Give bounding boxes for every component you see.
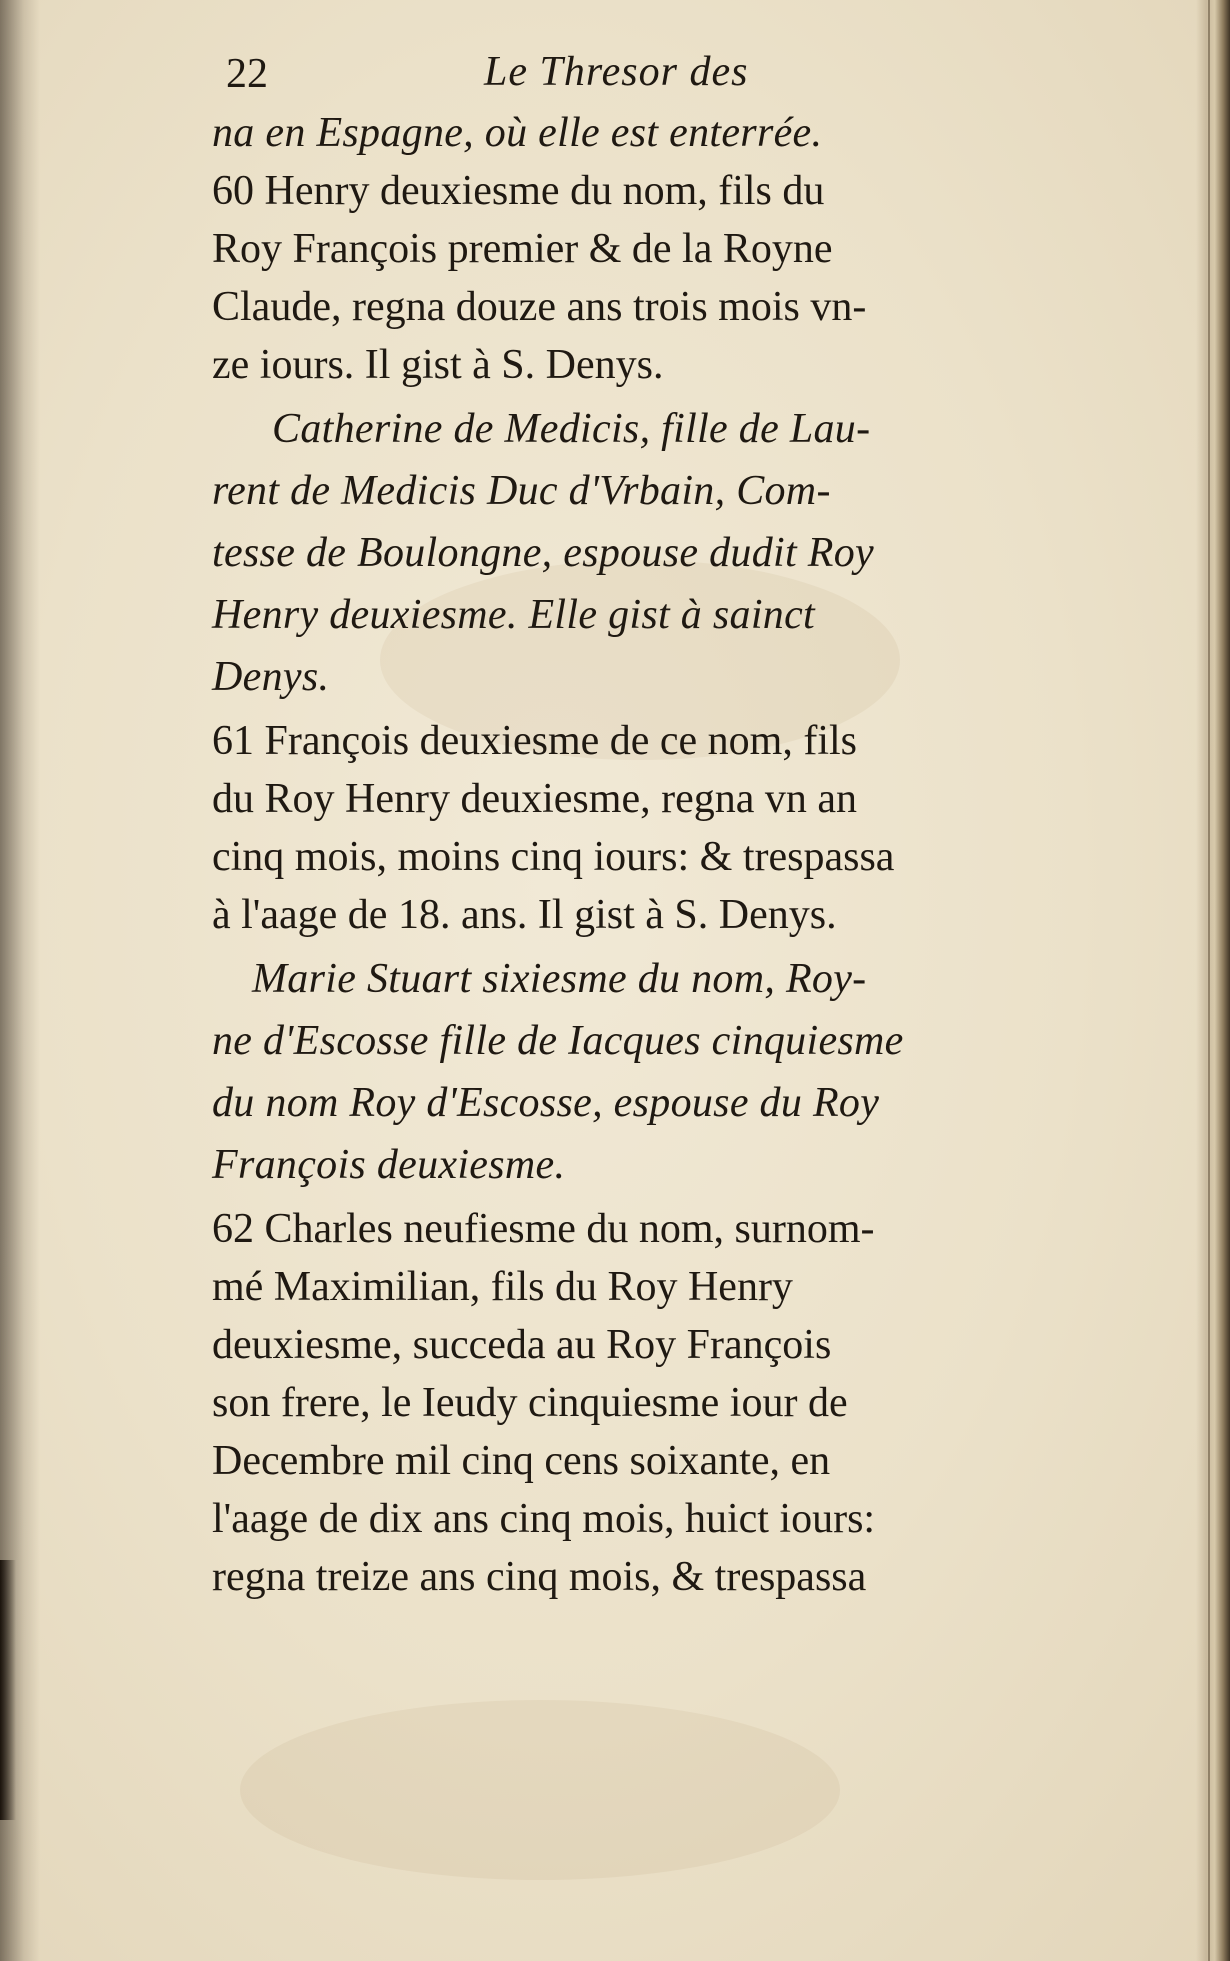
- paragraph: [212, 398, 1052, 708]
- running-head: [212, 48, 1052, 104]
- text-line: Roy François premier & de la Royne: [212, 226, 833, 272]
- page-edge-line: [1208, 0, 1210, 1961]
- text-line: Denys.: [212, 654, 330, 700]
- text-line: Claude, regna douze ans trois mois vn-: [212, 284, 867, 330]
- text-line: Henry deuxiesme. Elle gist à sainct: [212, 592, 816, 638]
- text-line: rent de Medicis Duc d'Vrbain, Com-: [212, 468, 831, 514]
- text-line: Decembre mil cinq cens soixante, en: [212, 1438, 831, 1484]
- text-line: 61 François deuxiesme de ce nom, fils: [212, 718, 858, 764]
- text-line: na en Espagne, où elle est enterrée.: [212, 110, 823, 156]
- text-line: Catherine de Medicis, fille de Lau-: [272, 406, 871, 452]
- text-line: 60 Henry deuxiesme du nom, fils du: [212, 168, 825, 214]
- paragraph-entry-62: [212, 1200, 1052, 1606]
- page-number: 22: [226, 51, 268, 97]
- text-line: à l'aage de 18. ans. Il gist à S. Denys.: [212, 892, 837, 938]
- paper-stain: [240, 1700, 840, 1880]
- page-edge: [1196, 0, 1230, 1961]
- text-line: mé Maximilian, fils du Roy Henry: [212, 1264, 793, 1310]
- text-line: ne d'Escosse fille de Iacques cinquiesme: [212, 1018, 904, 1064]
- gutter-dark-edge: [0, 1560, 16, 1820]
- paragraph: [212, 948, 1052, 1196]
- text-line: tesse de Boulongne, espouse dudit Roy: [212, 530, 874, 576]
- text-line: regna treize ans cinq mois, & trespassa: [212, 1554, 867, 1600]
- text-line: du Roy Henry deuxiesme, regna vn an: [212, 776, 857, 822]
- text-line: cinq mois, moins cinq iours: & trespassa: [212, 834, 895, 880]
- text-line: François deuxiesme.: [212, 1142, 566, 1188]
- text-line: Marie Stuart sixiesme du nom, Roy-: [252, 956, 867, 1002]
- running-title: Le Thresor des: [484, 49, 749, 95]
- text-block: [212, 48, 1052, 1606]
- paragraph-entry-61: [212, 712, 1052, 944]
- text-line: son frere, le Ieudy cinquiesme iour de: [212, 1380, 848, 1426]
- paragraph: [212, 104, 1052, 162]
- text-line: deuxiesme, succeda au Roy François: [212, 1322, 832, 1368]
- text-line: du nom Roy d'Escosse, espouse du Roy: [212, 1080, 880, 1126]
- paragraph-entry-60: [212, 162, 1052, 394]
- text-line: ze iours. Il gist à S. Denys.: [212, 342, 664, 388]
- text-line: l'aage de dix ans cinq mois, huict iours:: [212, 1496, 876, 1542]
- text-line: 62 Charles neufiesme du nom, surnom-: [212, 1206, 875, 1252]
